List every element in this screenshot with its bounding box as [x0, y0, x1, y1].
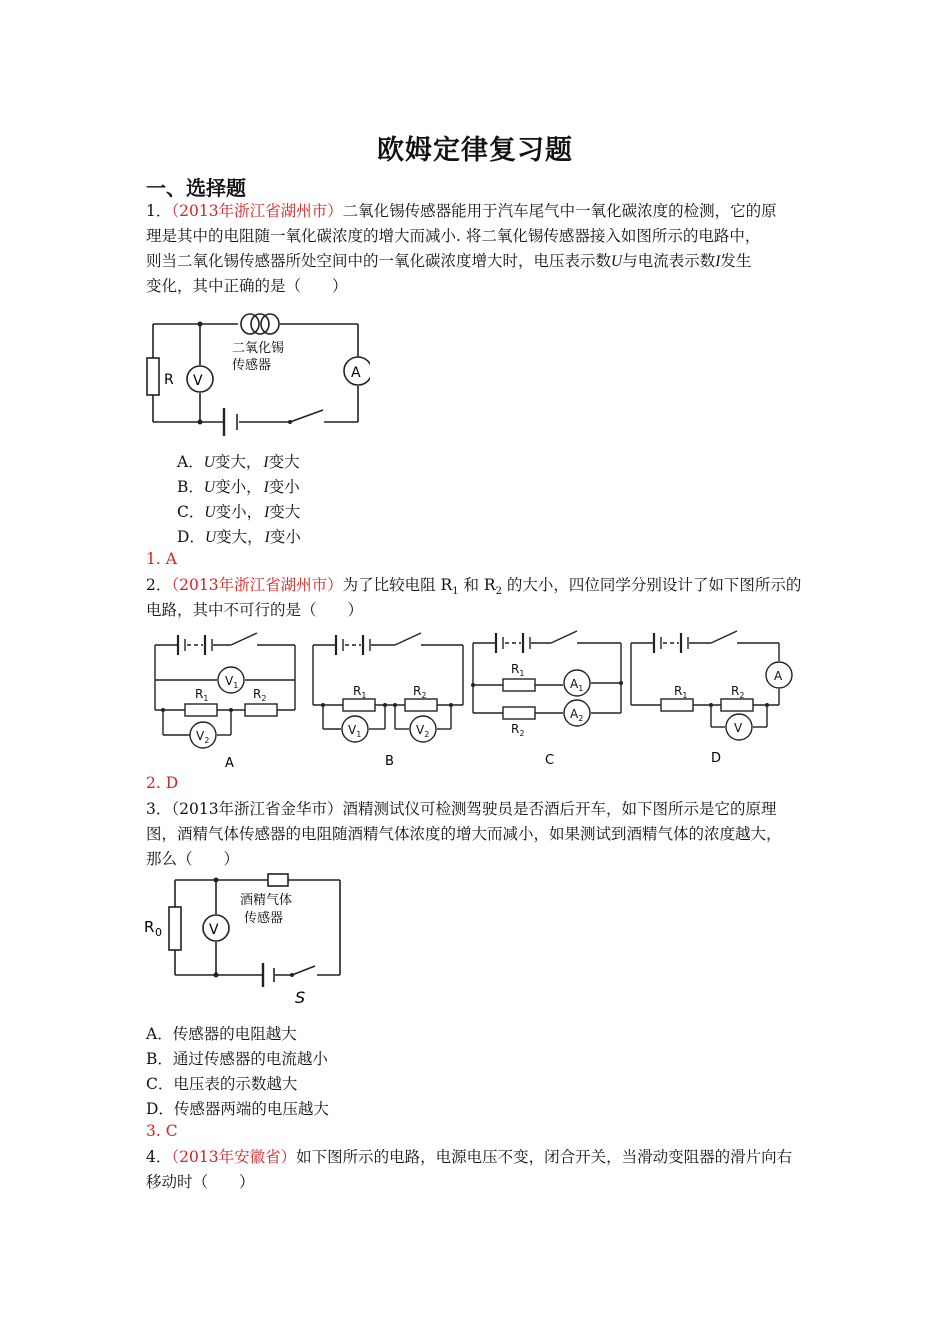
- q1-text3c: 发生: [720, 252, 752, 270]
- svg-text:R1: $R_1$: [195, 687, 209, 703]
- q3-fig-switch-label: S: [295, 988, 306, 1007]
- svg-text:R1: $R_1$: [511, 662, 525, 678]
- svg-text:V2: $V_2$: [416, 723, 430, 739]
- q3-fig-sensor-label1: 酒精气体: [240, 893, 293, 908]
- svg-text:V1: $V_1$: [348, 723, 362, 739]
- q1-option-part: 变小，: [215, 503, 263, 521]
- q3-option: C．电压表的示数越大: [146, 1075, 298, 1093]
- q1-fig-v-label: V: [193, 373, 203, 389]
- q4-line1: [146, 1146, 792, 1168]
- q3-fig-sensor-label2: 传感器: [244, 911, 284, 926]
- q2-sub2: 2: [495, 586, 502, 598]
- q2-label-c: C: [545, 753, 555, 768]
- q1-number: 1．: [146, 202, 172, 220]
- svg-text:V1: $V_1$: [225, 674, 239, 690]
- q1-var-u: U: [611, 253, 623, 270]
- q1-circuit-diagram: [140, 310, 370, 445]
- svg-text:R2: $R_2$: [731, 684, 745, 700]
- q1-option-part: 变小: [268, 478, 300, 496]
- q1-option-part: I: [263, 454, 269, 471]
- q1-line2: 理是其中的电阻随一氧化碳浓度的增大而减小. 将二氧化锡传感器接入如图所示的电路中，: [146, 227, 761, 245]
- q3-option: A．传感器的电阻越大: [146, 1025, 297, 1043]
- q2-answer: 2. D: [146, 774, 179, 792]
- q1-option-part: 变大: [269, 503, 301, 521]
- q3-option: D．传感器两端的电压越大: [146, 1100, 329, 1118]
- svg-text:R1: $R_1$: [674, 684, 688, 700]
- q1-option-part: U: [203, 479, 216, 496]
- q1-option-part: 变大: [268, 453, 300, 471]
- q2-source: （2013年浙江省湖州市）: [171, 576, 343, 594]
- q4-line2: 移动时（ ）: [146, 1173, 255, 1191]
- q3-answer: 3. C: [146, 1122, 178, 1140]
- q1-fig-sensor-label2: 传感器: [232, 358, 272, 373]
- q3-fig-v-label: V: [209, 922, 219, 938]
- q1-option: [177, 500, 300, 522]
- q1-option: [177, 525, 301, 547]
- q1-option-part: C．: [177, 503, 205, 521]
- q3-fig-r0-sub: 0: [155, 926, 162, 939]
- svg-text:A: A: [774, 669, 783, 683]
- q1-answer: 1. A: [146, 550, 177, 568]
- q3-option: B．通过传感器的电流越小: [146, 1050, 328, 1068]
- q2-text1b: 和 R: [458, 576, 496, 594]
- q3-line3: 那么（ ）: [146, 850, 240, 868]
- q1-option-part: 变小，: [215, 478, 262, 496]
- q1-line1: [146, 200, 777, 222]
- q2-number: 2．: [146, 576, 172, 594]
- q3-fig-r0-label: R: [144, 918, 155, 936]
- q1-option-part: D．: [177, 528, 205, 546]
- q3-line1: 3．（2013年浙江省金华市）酒精测试仪可检测驾驶员是否酒后开车，如下图所示是它的原理: [146, 800, 777, 818]
- q3-circuit-diagram: [140, 870, 350, 1010]
- q2-label-a: A: [225, 756, 234, 771]
- svg-text:V: V: [734, 721, 743, 735]
- q1-line3: [146, 250, 751, 273]
- page-title: 欧姆定律复习题: [377, 135, 573, 166]
- q4-number: 4．: [146, 1148, 172, 1166]
- q1-option: [177, 475, 300, 497]
- q3-line2: 图，酒精气体传感器的电阻随酒精气体浓度的增大而减小，如果测试到酒精气体的浓度越大，: [146, 825, 782, 843]
- svg-text:R2: $R_2$: [511, 722, 525, 738]
- q2-text1a: 为了比较电阻 R: [342, 576, 453, 594]
- svg-text:A2: $A_2$: [570, 707, 584, 723]
- svg-text:A1: $A_1$: [570, 677, 584, 693]
- q2-circuit-diagrams: [145, 625, 805, 775]
- q1-option-part: U: [203, 454, 215, 471]
- q1-option-part: A．: [177, 453, 204, 471]
- q2-text1c: 的大小，四位同学分别设计了如下图所示的: [501, 576, 802, 594]
- q2-label-b: B: [385, 754, 394, 769]
- q1-option-part: I: [264, 529, 270, 546]
- q2-label-d: D: [711, 751, 722, 766]
- q1-option-part: I: [264, 504, 270, 521]
- q1-option-part: 变大，: [216, 528, 263, 546]
- q1-fig-a-label: A: [351, 365, 361, 381]
- q1-option: [177, 450, 300, 472]
- section-heading: 一、选择题: [146, 176, 246, 200]
- q1-text3a: 则当二氧化锡传感器所处空间中的一氧化碳浓度增大时，电压表示数: [146, 252, 612, 270]
- svg-text:R1: $R_1$: [353, 684, 367, 700]
- q1-text1: 二氧化锡传感器能用于汽车尾气中一氧化碳浓度的检测，它的原: [342, 202, 777, 220]
- q1-option-part: B．: [177, 478, 204, 496]
- q1-option-part: 变小: [269, 528, 301, 546]
- q1-option-part: I: [263, 479, 269, 496]
- q1-source: （2013年浙江省湖州市）: [171, 202, 343, 220]
- q2-line2: 电路，其中不可行的是（ ）: [146, 601, 364, 619]
- q1-option-part: U: [204, 504, 216, 521]
- svg-text:R2: $R_2$: [253, 687, 267, 703]
- q4-source: （2013年安徽省）: [171, 1148, 297, 1166]
- q1-var-i: I: [715, 253, 721, 270]
- q1-line4: 变化，其中正确的是（ ）: [146, 277, 348, 295]
- q4-text1: 如下图所示的电路，电源电压不变，闭合开关，当滑动变阻器的滑片向右: [296, 1148, 793, 1166]
- svg-text:R2: $R_2$: [413, 684, 427, 700]
- q1-fig-r-label: R: [164, 372, 174, 388]
- q1-option-part: 变大，: [214, 453, 262, 471]
- svg-text:V2: $V_2$: [196, 729, 210, 745]
- q1-option-part: U: [204, 529, 217, 546]
- q2-sub1: 1: [452, 586, 459, 598]
- q1-fig-sensor-label1: 二氧化锡: [232, 341, 285, 356]
- q1-text3b: 与电流表示数: [622, 252, 716, 270]
